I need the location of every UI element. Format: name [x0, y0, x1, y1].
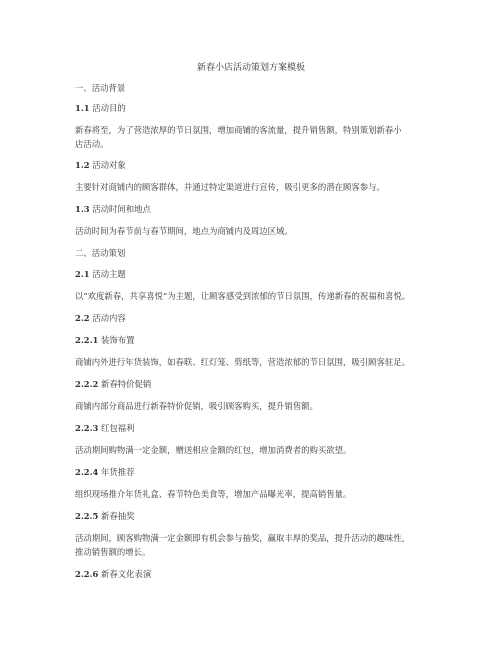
subsection-title: 活动内容	[92, 313, 126, 323]
item-number: 2.2.2	[75, 379, 99, 389]
item-heading-promotion	[75, 378, 151, 390]
paragraph-line: 店活动。	[75, 139, 109, 149]
item-heading-decoration	[75, 334, 135, 346]
subsection-number: 1.3	[75, 204, 90, 214]
item-heading-recommendation	[75, 466, 135, 478]
item-title: 年货推荐	[101, 467, 135, 477]
subsection-number: 1.1	[75, 103, 90, 113]
paragraph-line: 新春将至，为了营造浓厚的节日氛围，增加商铺的客流量，提升销售额，特别策划新春小	[75, 125, 402, 135]
subsection-heading-theme	[75, 268, 126, 280]
item-number: 2.2.1	[75, 335, 99, 345]
item-title: 新春文化表演	[101, 569, 152, 579]
item-heading-performance	[75, 568, 151, 580]
subsection-title: 活动时间和地点	[92, 204, 151, 214]
item-heading-lottery	[75, 510, 135, 522]
item-title: 新春特价促销	[101, 379, 152, 389]
subsection-heading-time-place	[75, 203, 151, 215]
paragraph-line: 活动时间为春节前与春节期间，地点为商铺内及周边区域。	[75, 226, 293, 236]
section-heading-background: 一、活动背景	[75, 83, 126, 93]
document-title: 新春小店活动策划方案模板	[196, 63, 305, 73]
item-title: 新春抽奖	[101, 511, 135, 521]
subsection-title: 活动目的	[92, 103, 126, 113]
subsection-heading-audience	[75, 159, 126, 171]
paragraph-line: 以“欢度新春，共享喜悦”为主题，让顾客感受到浓郁的节日氛围，传递新春的祝福和喜悦。	[75, 291, 411, 301]
subsection-heading-content	[75, 312, 126, 324]
paragraph-line: 商铺内部分商品进行新春特价促销，吸引顾客购买，提升销售额。	[75, 401, 318, 411]
item-number: 2.2.4	[75, 467, 99, 477]
item-number: 2.2.3	[75, 423, 99, 433]
subsection-heading-purpose	[75, 102, 126, 114]
item-title: 红包福利	[101, 423, 135, 433]
paragraph-line: 商铺内外进行年货装饰，如春联、红灯笼、剪纸等，营造浓郁的节日氛围，吸引顾客驻足。	[75, 357, 410, 367]
section-heading-planning: 二、活动策划	[75, 248, 126, 258]
item-heading-red-envelope	[75, 422, 135, 434]
paragraph-line: 活动期间，顾客购物满一定金额即有机会参与抽奖，赢取丰厚的奖品，提升活动的趣味性，	[75, 533, 410, 543]
subsection-title: 活动主题	[92, 269, 126, 279]
item-title: 装饰布置	[101, 335, 135, 345]
subsection-number: 1.2	[75, 160, 90, 170]
subsection-number: 2.1	[75, 269, 90, 279]
paragraph-line: 组织现场推介年货礼盒、春节特色美食等，增加产品曝光率，提高销售量。	[75, 489, 352, 499]
subsection-title: 活动对象	[92, 160, 126, 170]
item-number: 2.2.5	[75, 511, 99, 521]
subsection-number: 2.2	[75, 313, 90, 323]
paragraph-line: 主要针对商铺内的顾客群体，并通过特定渠道进行宣传，吸引更多的潜在顾客参与。	[75, 182, 385, 192]
paragraph-line: 活动期间购物满一定金额，赠送相应金额的红包，增加消费者的购买欲望。	[75, 445, 352, 455]
paragraph-line: 推动销售额的增长。	[75, 547, 151, 557]
item-number: 2.2.6	[75, 569, 99, 579]
